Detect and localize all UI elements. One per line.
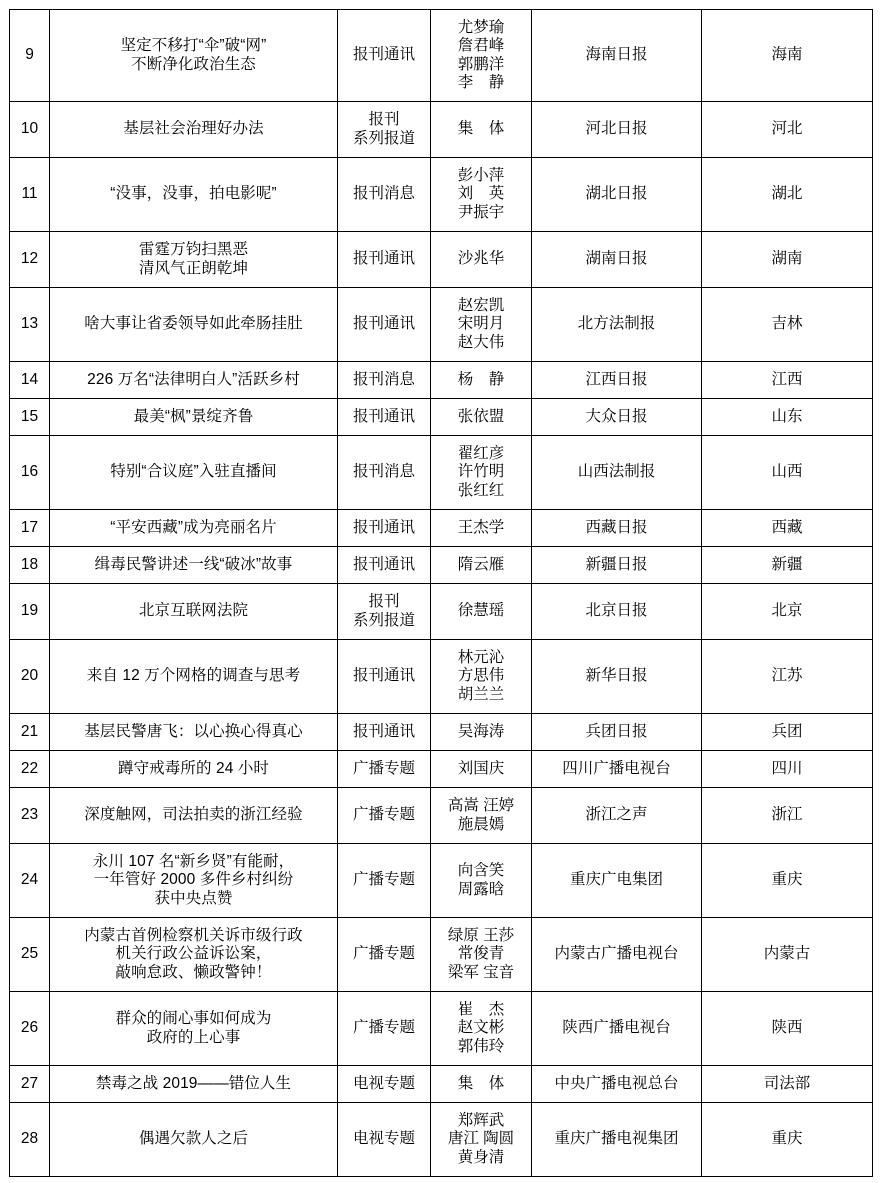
cell-category: 报刊 系列报道	[338, 102, 431, 158]
cell-publishing-unit: 北方法制报	[532, 288, 702, 362]
cell-submitting-region: 河北	[702, 102, 873, 158]
cell-category: 报刊 系列报道	[338, 584, 431, 640]
cell-publishing-unit: 江西日报	[532, 362, 702, 399]
cell-submitting-region: 兵团	[702, 714, 873, 751]
cell-work-title: 最美“枫”景绽齐鲁	[50, 399, 338, 436]
cell-authors: 尤梦瑜 詹君峰 郭鹏洋 李 静	[431, 10, 532, 102]
cell-sequence-number: 27	[10, 1066, 50, 1103]
cell-sequence-number: 16	[10, 436, 50, 510]
cell-sequence-number: 15	[10, 399, 50, 436]
cell-sequence-number: 12	[10, 232, 50, 288]
table-row	[10, 436, 873, 510]
cell-sequence-number: 13	[10, 288, 50, 362]
cell-category: 电视专题	[338, 1066, 431, 1103]
cell-submitting-region: 北京	[702, 584, 873, 640]
cell-authors: 郑辉武 唐江 陶圆 黄身清	[431, 1103, 532, 1177]
cell-sequence-number: 14	[10, 362, 50, 399]
cell-work-title: 坚定不移打“伞”破“网” 不断净化政治生态	[50, 10, 338, 102]
cell-submitting-region: 司法部	[702, 1066, 873, 1103]
cell-publishing-unit: 四川广播电视台	[532, 751, 702, 788]
cell-work-title: 缉毒民警讲述一线“破冰”故事	[50, 547, 338, 584]
cell-work-title: 基层社会治理好办法	[50, 102, 338, 158]
cell-publishing-unit: 河北日报	[532, 102, 702, 158]
cell-work-title: 深度触网，司法拍卖的浙江经验	[50, 788, 338, 844]
cell-authors: 崔 杰 赵文彬 郭伟玲	[431, 992, 532, 1066]
table-row	[10, 288, 873, 362]
cell-submitting-region: 内蒙古	[702, 918, 873, 992]
table-row	[10, 1103, 873, 1177]
table-row	[10, 751, 873, 788]
award-table-wrapper	[9, 9, 872, 1177]
cell-submitting-region: 新疆	[702, 547, 873, 584]
table-body	[10, 10, 873, 1177]
cell-sequence-number: 24	[10, 844, 50, 918]
cell-category: 报刊通讯	[338, 232, 431, 288]
cell-authors: 集 体	[431, 102, 532, 158]
cell-authors: 吴海涛	[431, 714, 532, 751]
cell-work-title: 基层民警唐飞：以心换心得真心	[50, 714, 338, 751]
cell-publishing-unit: 湖北日报	[532, 158, 702, 232]
table-row	[10, 399, 873, 436]
cell-publishing-unit: 海南日报	[532, 10, 702, 102]
cell-sequence-number: 9	[10, 10, 50, 102]
cell-sequence-number: 19	[10, 584, 50, 640]
cell-sequence-number: 21	[10, 714, 50, 751]
cell-publishing-unit: 大众日报	[532, 399, 702, 436]
cell-category: 广播专题	[338, 751, 431, 788]
cell-sequence-number: 20	[10, 640, 50, 714]
cell-sequence-number: 17	[10, 510, 50, 547]
cell-submitting-region: 四川	[702, 751, 873, 788]
cell-category: 报刊通讯	[338, 510, 431, 547]
cell-submitting-region: 海南	[702, 10, 873, 102]
cell-category: 报刊消息	[338, 362, 431, 399]
cell-work-title: 群众的闹心事如何成为 政府的上心事	[50, 992, 338, 1066]
cell-category: 报刊通讯	[338, 10, 431, 102]
cell-work-title: 啥大事让省委领导如此牵肠挂肚	[50, 288, 338, 362]
cell-sequence-number: 28	[10, 1103, 50, 1177]
cell-authors: 翟红彦 许竹明 张红红	[431, 436, 532, 510]
cell-submitting-region: 吉林	[702, 288, 873, 362]
cell-authors: 张依盟	[431, 399, 532, 436]
cell-authors: 沙兆华	[431, 232, 532, 288]
cell-publishing-unit: 新华日报	[532, 640, 702, 714]
cell-publishing-unit: 浙江之声	[532, 788, 702, 844]
table-row	[10, 10, 873, 102]
cell-category: 报刊消息	[338, 158, 431, 232]
table-row	[10, 158, 873, 232]
cell-work-title: 来自 12 万个网格的调查与思考	[50, 640, 338, 714]
cell-authors: 绿原 王莎 常俊青 梁军 宝音	[431, 918, 532, 992]
cell-publishing-unit: 中央广播电视总台	[532, 1066, 702, 1103]
cell-publishing-unit: 重庆广播电视集团	[532, 1103, 702, 1177]
cell-sequence-number: 11	[10, 158, 50, 232]
cell-sequence-number: 18	[10, 547, 50, 584]
cell-category: 报刊通讯	[338, 288, 431, 362]
cell-work-title: 雷霆万钧扫黑恶 清风气正朗乾坤	[50, 232, 338, 288]
cell-authors: 刘国庆	[431, 751, 532, 788]
cell-sequence-number: 26	[10, 992, 50, 1066]
table-row	[10, 844, 873, 918]
cell-authors: 徐慧瑶	[431, 584, 532, 640]
cell-sequence-number: 22	[10, 751, 50, 788]
cell-submitting-region: 江苏	[702, 640, 873, 714]
cell-category: 报刊通讯	[338, 547, 431, 584]
cell-work-title: 北京互联网法院	[50, 584, 338, 640]
award-list-table	[9, 9, 873, 1177]
cell-submitting-region: 浙江	[702, 788, 873, 844]
cell-publishing-unit: 陕西广播电视台	[532, 992, 702, 1066]
cell-publishing-unit: 内蒙古广播电视台	[532, 918, 702, 992]
table-row	[10, 584, 873, 640]
cell-sequence-number: 25	[10, 918, 50, 992]
cell-work-title: 永川 107 名“新乡贤”有能耐， 一年管好 2000 多件乡村纠纷 获中央点赞	[50, 844, 338, 918]
cell-category: 报刊通讯	[338, 640, 431, 714]
cell-work-title: 内蒙古首例检察机关诉市级行政 机关行政公益诉讼案， 敲响怠政、懒政警钟！	[50, 918, 338, 992]
cell-sequence-number: 23	[10, 788, 50, 844]
cell-work-title: 226 万名“法律明白人”活跃乡村	[50, 362, 338, 399]
cell-work-title: 蹲守戒毒所的 24 小时	[50, 751, 338, 788]
cell-submitting-region: 西藏	[702, 510, 873, 547]
cell-submitting-region: 山西	[702, 436, 873, 510]
table-row	[10, 992, 873, 1066]
cell-publishing-unit: 湖南日报	[532, 232, 702, 288]
table-row	[10, 788, 873, 844]
cell-publishing-unit: 西藏日报	[532, 510, 702, 547]
cell-submitting-region: 陕西	[702, 992, 873, 1066]
table-row	[10, 102, 873, 158]
table-row	[10, 232, 873, 288]
cell-work-title: “没事，没事，拍电影呢”	[50, 158, 338, 232]
cell-publishing-unit: 北京日报	[532, 584, 702, 640]
cell-authors: 向含笑 周露晗	[431, 844, 532, 918]
cell-publishing-unit: 新疆日报	[532, 547, 702, 584]
cell-work-title: 禁毒之战 2019——错位人生	[50, 1066, 338, 1103]
cell-authors: 彭小萍 刘 英 尹振宇	[431, 158, 532, 232]
table-row	[10, 640, 873, 714]
cell-category: 报刊通讯	[338, 714, 431, 751]
cell-submitting-region: 湖南	[702, 232, 873, 288]
cell-category: 广播专题	[338, 844, 431, 918]
cell-publishing-unit: 山西法制报	[532, 436, 702, 510]
cell-category: 报刊消息	[338, 436, 431, 510]
table-row	[10, 362, 873, 399]
cell-authors: 隋云雁	[431, 547, 532, 584]
cell-authors: 林元沁 方思伟 胡兰兰	[431, 640, 532, 714]
table-row	[10, 510, 873, 547]
cell-submitting-region: 湖北	[702, 158, 873, 232]
cell-category: 广播专题	[338, 918, 431, 992]
table-row	[10, 1066, 873, 1103]
cell-submitting-region: 重庆	[702, 844, 873, 918]
cell-category: 电视专题	[338, 1103, 431, 1177]
cell-authors: 集 体	[431, 1066, 532, 1103]
cell-authors: 高嵩 汪婷 施晨嫣	[431, 788, 532, 844]
cell-authors: 杨 静	[431, 362, 532, 399]
cell-work-title: “平安西藏”成为亮丽名片	[50, 510, 338, 547]
cell-authors: 赵宏凯 宋明月 赵大伟	[431, 288, 532, 362]
cell-category: 广播专题	[338, 992, 431, 1066]
table-row	[10, 547, 873, 584]
cell-category: 报刊通讯	[338, 399, 431, 436]
table-row	[10, 918, 873, 992]
cell-category: 广播专题	[338, 788, 431, 844]
cell-publishing-unit: 兵团日报	[532, 714, 702, 751]
cell-submitting-region: 江西	[702, 362, 873, 399]
cell-authors: 王杰学	[431, 510, 532, 547]
cell-work-title: 特别“合议庭”入驻直播间	[50, 436, 338, 510]
cell-submitting-region: 山东	[702, 399, 873, 436]
cell-publishing-unit: 重庆广电集团	[532, 844, 702, 918]
cell-work-title: 偶遇欠款人之后	[50, 1103, 338, 1177]
table-row	[10, 714, 873, 751]
cell-submitting-region: 重庆	[702, 1103, 873, 1177]
cell-sequence-number: 10	[10, 102, 50, 158]
